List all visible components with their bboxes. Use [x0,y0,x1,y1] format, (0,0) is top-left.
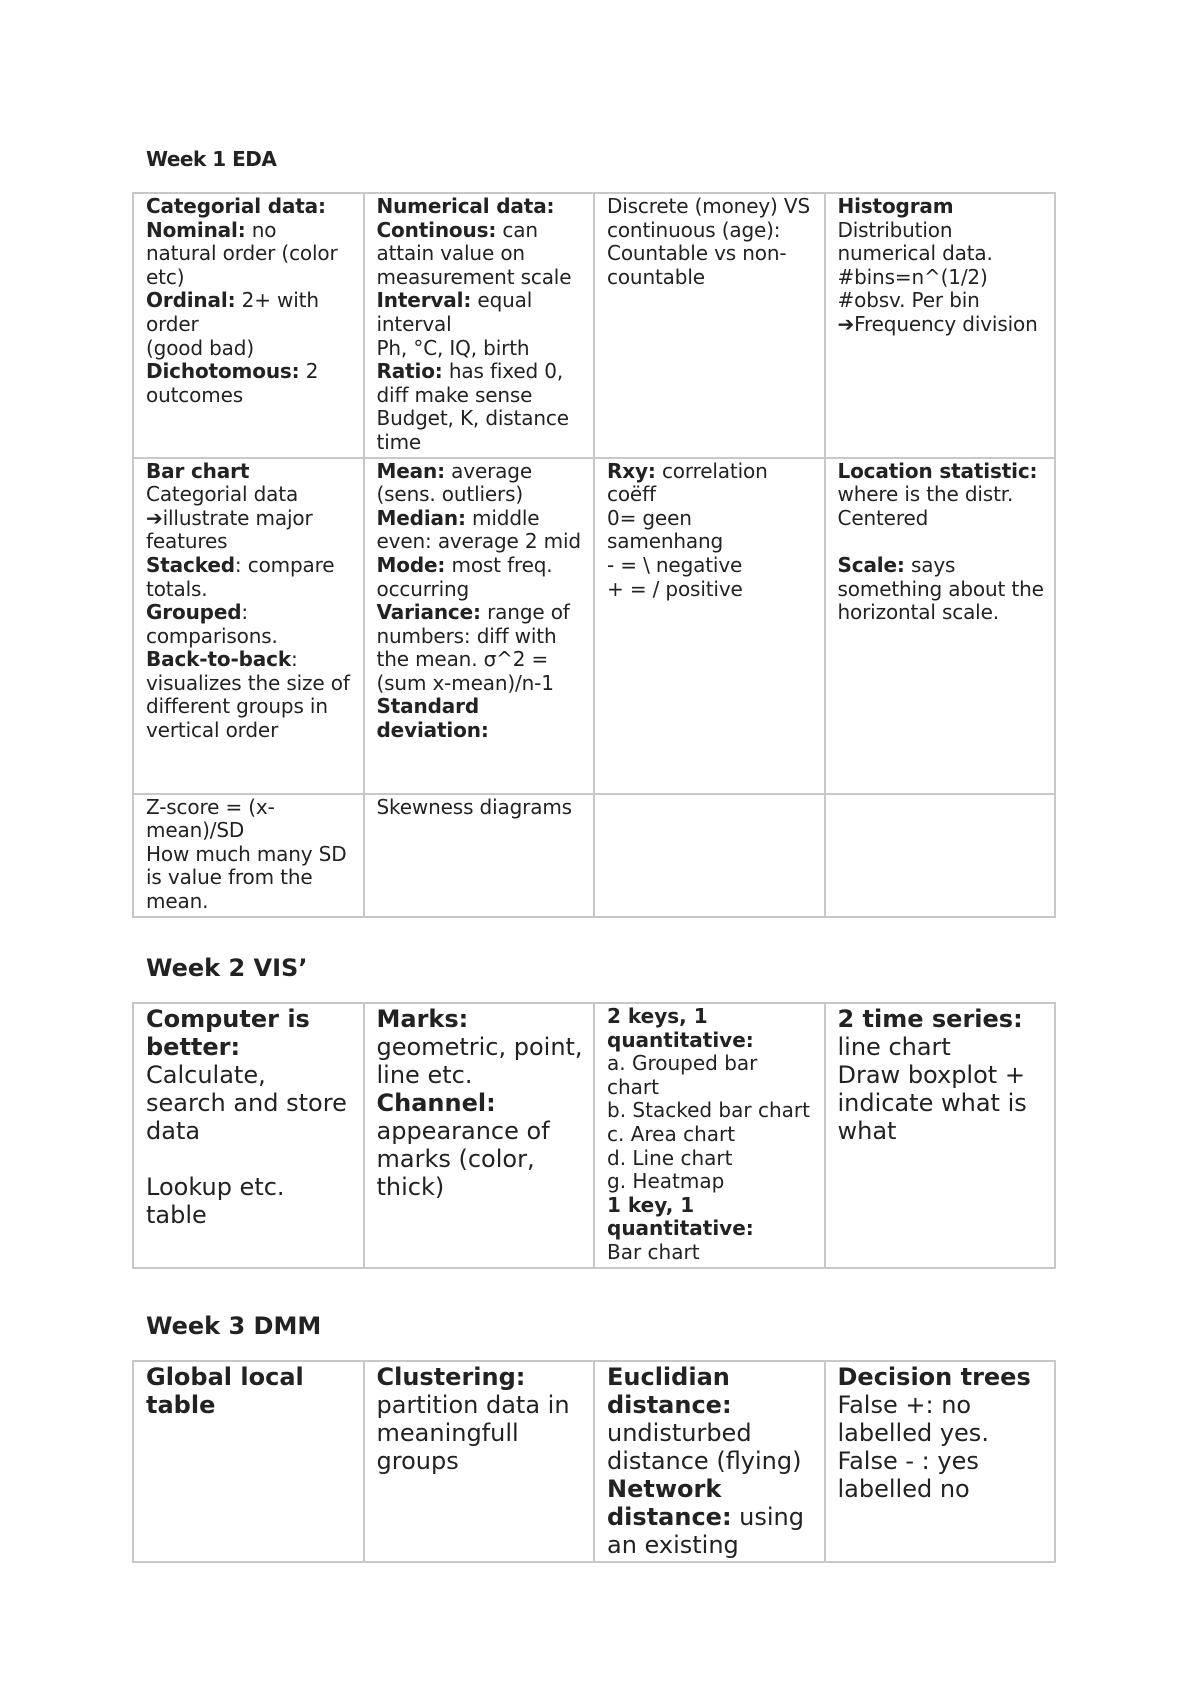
bold-term: Ratio: [376,359,443,384]
table-cell [594,1003,825,1268]
cell-text: Budget, K, distance time [376,406,576,454]
week3-heading: Week 3 DMM [146,1312,322,1340]
week2-heading: Week 2 VIS’ [146,954,308,982]
cell-text: ➔illustrate major features [146,505,319,554]
cell-text: #bins=n^(1/2) [837,264,988,289]
bold-term: Euclidian distance: [607,1363,739,1419]
cell-text: - = \ negative [607,552,743,577]
cell-line [607,507,814,554]
table-row [133,193,1055,458]
cell-line [377,407,584,454]
bold-term: Grouped [146,600,242,625]
bold-term: Median: [376,505,466,530]
bold-term: Marks: [376,1005,469,1033]
cell-line [838,313,1045,337]
bold-term: Network distance: [607,1475,732,1531]
cell-text: most freq. occurring [376,552,559,601]
week2-table [132,1002,1056,1269]
cell-text: 0= geen samenhang [607,505,724,554]
cell-text: middle even: average 2 mid [376,505,581,554]
cell-line [377,601,584,695]
bold-term: Mode: [376,552,446,577]
bold-term: Stacked [146,552,235,577]
cell-line [607,1241,814,1265]
cell-text: where is the distr. Centered [837,458,1044,530]
cell-line [377,460,584,507]
table-row [133,1361,1055,1562]
cell-line [146,507,353,554]
cell-text: False - : yes labelled no [837,1447,987,1503]
table-cell [364,193,595,458]
cell-text: no natural order (color etc) [146,217,344,289]
cell-line [146,360,353,407]
week1-table [132,192,1056,918]
cell-line [146,483,353,507]
cell-line [838,460,1045,531]
cell-line [377,554,584,601]
cell-text: Z-score = (x-mean)/SD [146,794,275,843]
table-cell [364,1361,595,1562]
cell-text: appearance of marks (color, thick) [376,1117,558,1201]
cell-line [146,796,353,843]
cell-line [146,1005,353,1061]
bold-term: 1 key, 1 quantitative: [607,1192,754,1241]
bold-term: Interval: [376,288,472,313]
cell-text: a. Grouped bar chart [607,1051,764,1099]
cell-line [146,1061,353,1145]
bold-term: 2 keys, 1 quantitative: [607,1004,754,1052]
cell-text: How much many SD is value from the mean. [146,841,353,913]
cell-text: Lookup etc. table [146,1173,293,1229]
cell-text: c. Area chart [607,1121,736,1146]
cell-line [607,1099,814,1123]
table-cell [825,794,1056,917]
cell-line [377,1089,584,1117]
cell-line [607,578,814,602]
cell-text [146,1145,154,1173]
table-cell [825,193,1056,458]
cell-text: : compare totals. [146,552,341,601]
cell-text: b. Stacked bar chart [607,1098,810,1123]
cell-line [838,289,1045,313]
bold-term: Rxy: [607,458,656,483]
cell-line [146,843,353,914]
bold-term: Numerical data: [376,194,555,218]
cell-line [607,1475,814,1559]
cell-line [146,1145,353,1173]
cell-line [607,554,814,578]
cell-text: ➔Frequency division [837,311,1038,336]
cell-line [146,647,356,743]
cell-line [376,1033,591,1089]
cell-line [377,337,584,361]
cell-text [838,529,844,553]
cell-line [377,360,584,407]
cell-line [377,1005,584,1033]
cell-line [838,219,1045,266]
cell-text: Ph, °C, IQ, birth [376,335,530,360]
cell-line [146,289,353,336]
bold-term: Variance: [376,600,481,625]
cell-text: says something about the horizontal scale. [837,552,1050,625]
table-cell [594,458,825,794]
table-cell [364,458,595,794]
cell-line [838,195,1045,219]
cell-text: : comparisons. [146,600,278,648]
cell-text: Skewness diagrams [376,794,572,819]
cell-text: range of numbers: diff with the mean. σ^2 = (sum x-mean)/n-1 [376,600,576,695]
bold-term: Continous: [376,217,497,242]
bold-term: Ordinal: [146,288,236,313]
cell-line [377,195,584,219]
cell-text: 2 outcomes [146,359,325,407]
cell-line [377,1363,584,1391]
cell-text: d. Line chart [607,1145,733,1170]
table-cell [133,458,364,794]
cell-line [146,195,353,219]
cell-line [838,530,1045,554]
cell-line [607,460,814,507]
bold-term: Back-to-back [146,647,291,672]
cell-text: #obsv. Per bin [837,288,980,313]
table-row [133,458,1055,794]
cell-line [607,242,814,289]
cell-text: Discrete (money) VS continuous (age): [607,194,817,242]
table-row [133,1003,1055,1268]
bold-term: Scale: [837,552,905,577]
cell-text: line chart [837,1033,951,1061]
cell-text: partition data in meaningfull groups [376,1391,578,1475]
cell-line [607,1419,814,1475]
bold-term: Decision trees [837,1363,1031,1391]
table-cell [133,193,364,458]
cell-text: using an existing [607,1503,812,1559]
table-cell [364,794,595,917]
cell-line [377,219,584,290]
bold-term: Histogram [837,194,954,218]
bold-term: Dichotomous: [146,359,300,384]
week1-heading: Week 1 EDA [146,147,277,171]
bold-term: 2 time series: [837,1005,1023,1033]
cell-text: correlation coëff [607,458,774,507]
cell-line [377,289,584,336]
table-cell [364,1003,595,1268]
cell-line [607,1194,814,1241]
cell-text: Categorial data [146,482,299,507]
cell-line [607,1170,814,1194]
cell-text: (good bad) [146,335,254,360]
table-cell [825,1361,1056,1562]
table-cell [594,1361,825,1562]
cell-line [607,194,817,242]
bold-term: Categorial data: [146,194,326,218]
cell-line [146,460,353,484]
cell-text: Bar chart [607,1239,700,1264]
cell-text: Distribution numerical data. [837,217,993,266]
cell-line [607,1147,814,1171]
cell-line [838,1363,1045,1391]
cell-line [146,1173,353,1229]
table-cell [133,1003,364,1268]
cell-text: : visualizes the size of different groups in vertical order [146,647,356,743]
cell-line [607,1363,814,1419]
cell-text: Draw boxplot + indicate what is what [837,1061,1035,1145]
cell-text: undisturbed distance (flying) [607,1419,802,1475]
cell-line [146,601,353,648]
cell-text: False +: no labelled yes. [837,1391,989,1447]
cell-text: g. Heatmap [607,1169,725,1194]
cell-text: equal interval [376,288,539,336]
cell-line [146,554,353,601]
cell-line [146,1363,353,1419]
cell-line [607,1123,814,1147]
cell-line [377,695,584,742]
bold-term: Clustering: [376,1363,526,1391]
cell-text: 2+ with order [146,288,326,336]
cell-text: average (sens. outliers) [376,458,539,507]
cell-line [838,1391,1045,1447]
table-cell [825,458,1056,794]
week3-table [132,1360,1056,1563]
cell-line [377,507,584,554]
cell-line [607,1052,814,1099]
table-cell [594,193,825,458]
cell-line [838,1061,1045,1145]
cell-text: + = / positive [607,576,743,601]
cell-text: Countable vs non-countable [607,241,787,289]
bold-term: Standard deviation: [376,694,489,743]
cell-line [607,1005,814,1052]
table-cell [825,1003,1056,1268]
cell-line [837,552,1050,625]
cell-line [146,337,353,361]
cell-text: can attain value on measurement scale [376,217,572,289]
table-cell [133,794,364,917]
cell-text: has fixed 0, diff make sense [376,359,570,407]
bold-term: Mean: [376,458,445,483]
table-cell [594,794,825,917]
cell-line [146,219,353,290]
bold-term: Location statistic: [837,458,1038,483]
cell-line [377,1117,584,1201]
cell-line [838,1447,1045,1503]
table-row [133,794,1055,917]
cell-line [377,1391,584,1475]
cell-text: Calculate, search and store data [146,1061,355,1145]
cell-line [838,1005,1045,1033]
cell-line [838,1033,1045,1061]
bold-term: Channel: [376,1089,496,1117]
bold-term: Nominal: [146,217,246,242]
cell-line [838,266,1045,290]
table-cell [133,1361,364,1562]
bold-term: Global local table [146,1363,313,1419]
bold-term: Computer is better: [146,1005,319,1061]
cell-text: geometric, point, line etc. [376,1033,591,1089]
cell-line [377,796,584,820]
bold-term: Bar chart [146,458,250,483]
